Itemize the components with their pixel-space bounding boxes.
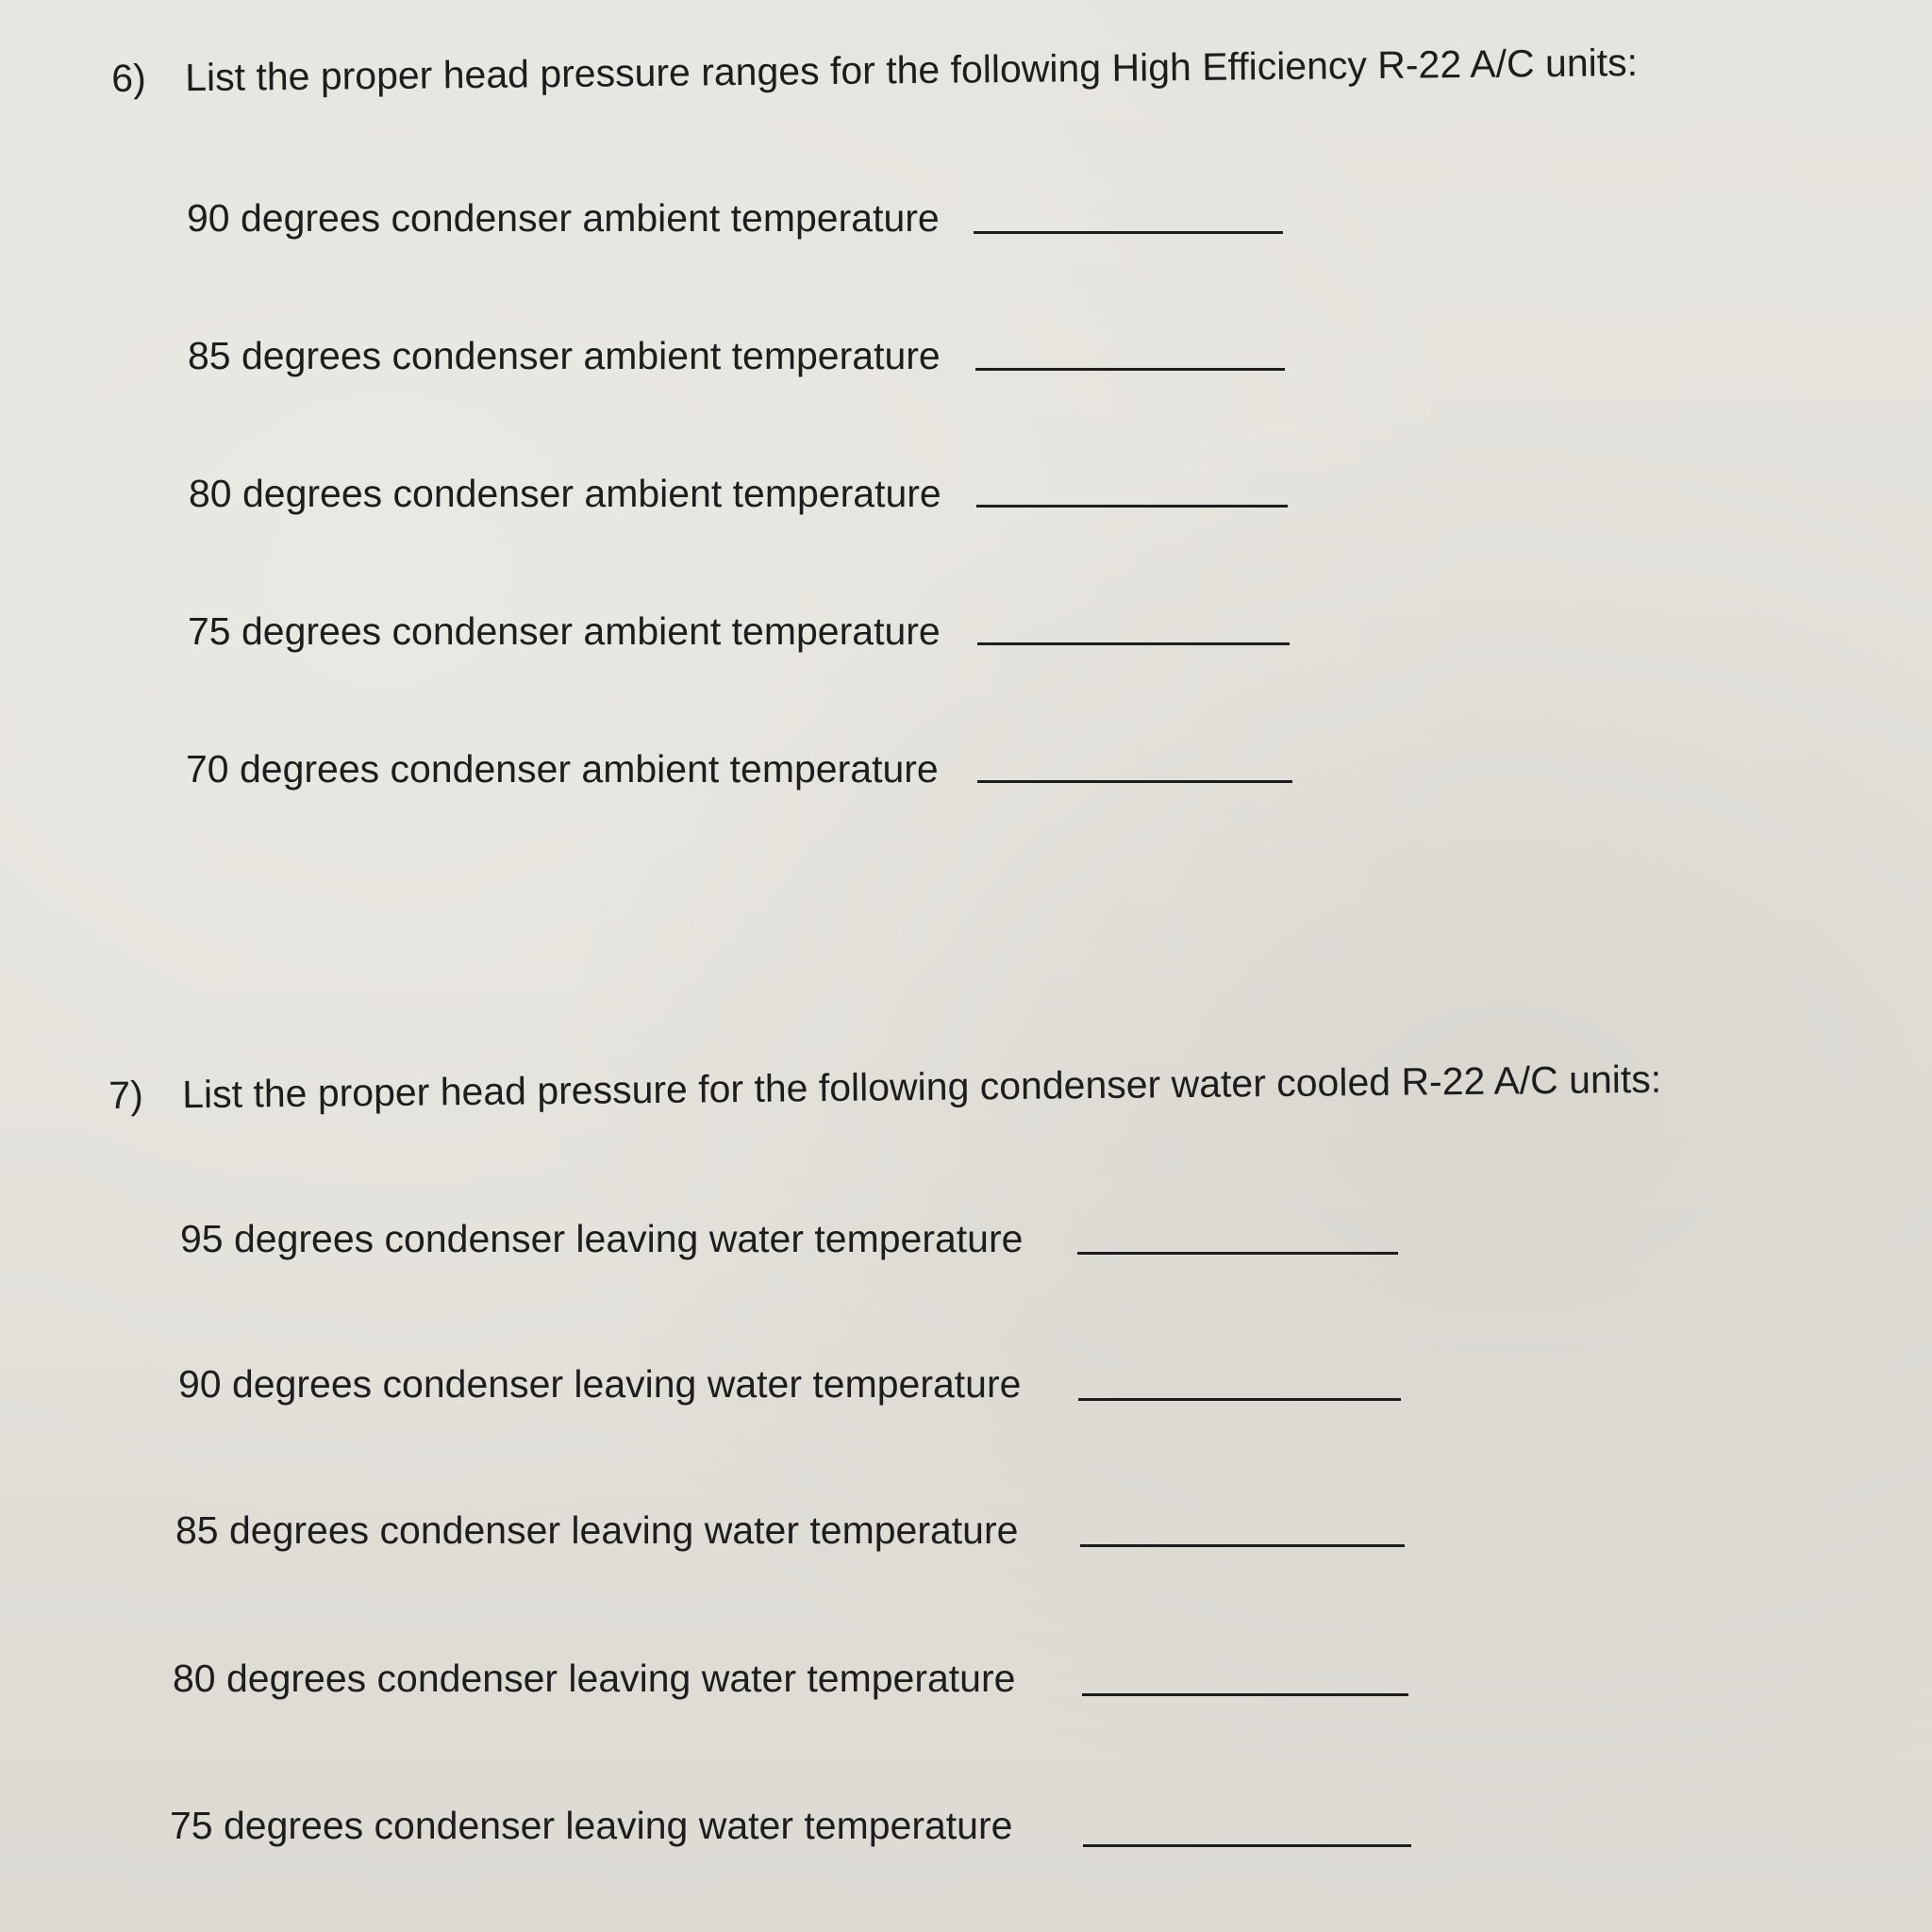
question-prompt: List the proper head pressure ranges for the following High Efficiency R-22 A/C units: <box>184 41 1639 100</box>
q7-item-80 <box>173 1657 1015 1701</box>
item-label: 85 degrees condenser leaving water temperature <box>175 1508 1019 1552</box>
question-prompt: List the proper head pressure for the following condenser water cooled R-22 A/C units: <box>181 1057 1662 1117</box>
item-label: 80 degrees condenser leaving water temperature <box>173 1657 1016 1700</box>
q7-item-85 <box>175 1508 1018 1553</box>
item-label: 80 degrees condenser ambient temperature <box>189 472 941 515</box>
q6-item-80 <box>189 472 941 516</box>
q7-answer-blank-90[interactable] <box>1078 1398 1401 1401</box>
q6-answer-blank-75[interactable] <box>977 642 1290 645</box>
question-number: 6) <box>111 56 146 100</box>
q6-item-70 <box>186 747 939 791</box>
item-label: 75 degrees condenser leaving water temperature <box>170 1804 1013 1847</box>
q6-answer-blank-85[interactable] <box>975 368 1285 371</box>
q7-item-75 <box>170 1804 1012 1848</box>
item-label: 90 degrees condenser leaving water temperature <box>178 1362 1022 1406</box>
q7-answer-blank-75[interactable] <box>1083 1844 1411 1847</box>
q7-item-95 <box>180 1217 1023 1261</box>
q7-item-90 <box>178 1362 1021 1407</box>
q7-answer-blank-80[interactable] <box>1082 1693 1408 1696</box>
question-number: 7) <box>108 1073 143 1117</box>
q6-item-75 <box>188 609 941 654</box>
q6-item-90 <box>187 196 940 241</box>
q6-answer-blank-80[interactable] <box>976 505 1288 508</box>
item-label: 70 degrees condenser ambient temperature <box>186 747 939 791</box>
q6-answer-blank-70[interactable] <box>977 780 1292 783</box>
q7-answer-blank-95[interactable] <box>1077 1252 1398 1255</box>
item-label: 85 degrees condenser ambient temperature <box>188 334 941 377</box>
q7-answer-blank-85[interactable] <box>1080 1544 1405 1547</box>
question-6-heading <box>111 41 1638 101</box>
question-7-heading <box>108 1058 1661 1118</box>
q6-item-85 <box>188 334 941 378</box>
item-label: 95 degrees condenser leaving water temperature <box>180 1217 1024 1260</box>
q6-answer-blank-90[interactable] <box>974 231 1283 234</box>
item-label: 75 degrees condenser ambient temperature <box>188 609 941 653</box>
item-label: 90 degrees condenser ambient temperature <box>187 196 940 240</box>
